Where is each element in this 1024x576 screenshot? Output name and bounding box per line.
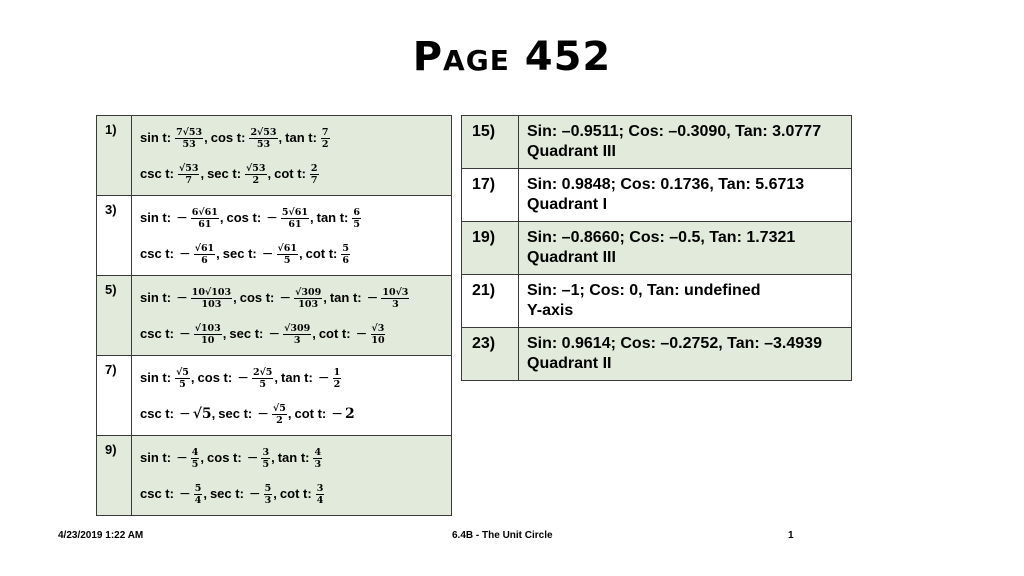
fraction-denominator: 2 [333, 378, 341, 390]
fraction-numerator: 5 [342, 242, 349, 254]
fraction-numerator: 3 [262, 446, 270, 458]
cos-label: cos t: [197, 370, 233, 385]
unit-circle-answers-table [461, 115, 852, 381]
separator: , [216, 246, 220, 261]
fraction-denominator: 2 [321, 138, 329, 150]
separator: , [200, 450, 205, 465]
sin-fraction [191, 447, 200, 470]
minus-sign: − [176, 290, 188, 306]
minus-sign: − [178, 486, 191, 502]
table-row [462, 275, 852, 328]
sec-label: sec t: [207, 166, 242, 181]
slide-title: Page 452 [412, 34, 612, 80]
cos-label: cos t: [239, 290, 275, 305]
cot-value [319, 323, 387, 346]
fraction-denominator: 3 [314, 458, 322, 470]
sec-value [218, 403, 294, 426]
fraction-numerator: √5 [272, 402, 286, 414]
sin-fraction [191, 207, 219, 230]
fraction-denominator: 10 [201, 334, 215, 346]
cot-label: cot t: [318, 326, 351, 341]
fraction-denominator: 5 [262, 458, 270, 470]
sin-value [140, 367, 198, 390]
trig-values-cell [132, 116, 452, 196]
tan-fraction [352, 207, 361, 230]
problem-number: 3) [97, 196, 132, 276]
fraction-denominator: 7 [185, 174, 193, 186]
cot-label: cot t: [279, 486, 312, 501]
trig-values-cell [132, 436, 452, 516]
minus-sign: − [248, 486, 261, 502]
cos-value [198, 367, 282, 390]
csc-value [140, 243, 223, 266]
reciprocal-functions-line [140, 317, 445, 351]
problem-number: 7) [97, 356, 132, 436]
separator: , [287, 406, 292, 421]
fraction-numerator: √53 [246, 162, 266, 174]
footer-title: 6.4B - The Unit Circle [452, 530, 553, 541]
csc-label: csc t: [140, 166, 174, 181]
fraction-numerator: 7√53 [176, 126, 203, 138]
minus-sign: − [268, 326, 281, 342]
fraction-numerator: 7 [321, 126, 329, 138]
cos-label: cos t: [210, 130, 246, 145]
fraction-denominator: 61 [288, 218, 302, 230]
cos-value [211, 127, 285, 150]
fraction-denominator: 3 [293, 334, 301, 346]
quadrant-text: Quadrant I [527, 196, 608, 213]
tan-label: tan t: [285, 130, 317, 145]
csc-fraction [194, 323, 222, 346]
cot-fraction [316, 483, 325, 506]
cos-value [240, 287, 330, 310]
tan-label: tan t: [281, 370, 313, 385]
separator: , [204, 130, 208, 145]
separator: , [219, 210, 224, 225]
csc-expression: √5 [192, 406, 212, 422]
tan-value [285, 127, 330, 150]
separator: , [233, 290, 237, 305]
problem-number: 5) [97, 276, 132, 356]
fraction-denominator: 61 [198, 218, 212, 230]
problem-number: 15) [462, 116, 519, 169]
fraction-denominator: 3 [264, 494, 272, 506]
minus-sign: − [366, 290, 379, 306]
cot-value [274, 163, 319, 186]
cot-label: cot t: [305, 246, 338, 261]
separator: , [323, 290, 327, 305]
cos-label: cos t: [226, 210, 262, 225]
trig-values-cell [132, 356, 452, 436]
fraction-denominator: 4 [194, 494, 202, 506]
csc-label: csc t: [140, 246, 174, 261]
fraction-numerator: √5 [176, 366, 189, 378]
problem-number: 1) [97, 116, 132, 196]
primary-functions-line [140, 361, 445, 395]
fraction-denominator: 6 [201, 254, 208, 266]
cot-label: cot t: [294, 406, 327, 421]
primary-functions-line [140, 201, 445, 235]
cos-label: cos t: [207, 450, 242, 465]
csc-fraction [178, 163, 199, 186]
table-row [97, 276, 452, 356]
separator: , [298, 246, 303, 261]
table-row [462, 222, 852, 275]
footer-date: 4/23/2019 1:22 AM [58, 530, 144, 541]
table-row [97, 356, 452, 436]
cos-fraction [261, 447, 270, 470]
separator: , [267, 166, 272, 181]
separator: , [200, 166, 205, 181]
reciprocal-functions-line [140, 237, 445, 271]
trig-values-text: Sin: –0.8660; Cos: –0.5, Tan: 1.7321 [527, 229, 796, 246]
separator: , [309, 210, 314, 225]
minus-sign: − [237, 370, 249, 386]
tan-value [330, 287, 411, 310]
fraction-denominator: 5 [283, 254, 291, 266]
fraction-numerator: 1 [333, 366, 341, 378]
tan-value [281, 367, 342, 390]
sec-label: sec t: [222, 246, 257, 261]
fraction-denominator: 103 [298, 298, 319, 310]
minus-sign: − [317, 370, 330, 386]
fraction-denominator: 5 [259, 378, 266, 390]
quadrant-text: Quadrant II [527, 355, 612, 372]
table-row [462, 116, 852, 169]
problem-number: 9) [97, 436, 132, 516]
fraction-denominator: 53 [182, 138, 196, 150]
minus-sign: − [178, 326, 191, 342]
minus-sign: − [246, 450, 259, 466]
fraction-denominator: 5 [353, 218, 361, 230]
reciprocal-functions-line [140, 477, 445, 511]
csc-label: csc t: [140, 406, 174, 421]
sin-fraction [175, 367, 190, 390]
fraction-numerator: √103 [194, 322, 221, 334]
separator: , [190, 370, 195, 385]
csc-fraction [194, 483, 203, 506]
cos-fraction [281, 207, 309, 230]
problem-number: 17) [462, 169, 519, 222]
minus-sign: − [331, 406, 343, 422]
sec-fraction [245, 163, 266, 186]
cos-fraction [249, 127, 277, 150]
csc-label: csc t: [140, 486, 174, 501]
sin-label: sin t: [140, 210, 172, 225]
separator: , [222, 326, 227, 341]
sec-fraction [283, 323, 311, 346]
minus-sign: − [279, 290, 292, 306]
sin-value [140, 287, 240, 310]
fraction-denominator: 3 [392, 298, 399, 310]
answer-cell [519, 275, 852, 328]
sin-label: sin t: [140, 130, 172, 145]
problem-number: 23) [462, 328, 519, 381]
sin-value [140, 447, 207, 470]
cot-value [294, 406, 354, 422]
fraction-denominator: 103 [201, 298, 222, 310]
trig-values-text: Sin: 0.9848; Cos: 0.1736, Tan: 5.6713 [527, 176, 805, 193]
fraction-numerator: 5√61 [281, 206, 308, 218]
trig-values-table [96, 115, 452, 516]
minus-sign: − [257, 406, 269, 422]
fraction-denominator: 53 [256, 138, 271, 150]
fraction-numerator: 4 [191, 446, 199, 458]
tan-label: tan t: [277, 450, 310, 465]
trig-values-text: Sin: 0.9614; Cos: –0.2752, Tan: –3.4939 [527, 335, 822, 352]
csc-fraction [194, 243, 215, 266]
separator: , [312, 326, 316, 341]
answer-cell [519, 116, 852, 169]
csc-value [140, 406, 218, 422]
sec-value [207, 163, 274, 186]
fraction-denominator: 6 [342, 254, 349, 266]
separator: , [278, 130, 283, 145]
separator: , [271, 450, 275, 465]
fraction-numerator: 2√5 [252, 366, 273, 378]
cot-fraction [341, 243, 350, 266]
minus-sign: − [261, 246, 274, 262]
cot-fraction [370, 323, 385, 346]
sec-value [210, 483, 280, 506]
cos-value [227, 207, 317, 230]
table-row [462, 169, 852, 222]
separator: , [211, 406, 216, 421]
csc-value [140, 163, 207, 186]
fraction-numerator: 4 [314, 446, 322, 458]
quadrant-text: Quadrant III [527, 249, 616, 266]
table-row [97, 116, 452, 196]
sin-fraction [175, 127, 203, 150]
trig-values-cell [132, 276, 452, 356]
answer-cell [519, 222, 852, 275]
sec-fraction [277, 243, 298, 266]
primary-functions-line [140, 281, 445, 315]
tan-label: tan t: [329, 290, 362, 305]
fraction-numerator: 6 [353, 206, 361, 218]
sin-label: sin t: [140, 370, 172, 385]
quadrant-text: Quadrant III [527, 143, 616, 160]
table-row [462, 328, 852, 381]
separator: , [273, 486, 277, 501]
fraction-denominator: 10 [371, 334, 385, 346]
sin-label: sin t: [140, 450, 172, 465]
sin-value [140, 127, 211, 150]
problem-number: 21) [462, 275, 519, 328]
minus-sign: − [176, 450, 188, 466]
quadrant-text: Y-axis [527, 302, 574, 319]
fraction-denominator: 4 [316, 494, 324, 506]
sec-label: sec t: [218, 406, 253, 421]
table-row [97, 196, 452, 276]
tan-fraction [313, 447, 322, 470]
reciprocal-functions-line [140, 397, 445, 431]
reciprocal-functions-line [140, 157, 445, 191]
minus-sign: − [178, 406, 191, 422]
sec-value [229, 323, 318, 346]
minus-sign: − [178, 246, 191, 262]
fraction-denominator: 7 [310, 174, 318, 186]
csc-value [140, 483, 210, 506]
csc-value [140, 323, 229, 346]
csc-label: csc t: [140, 326, 174, 341]
answer-cell [519, 169, 852, 222]
cos-fraction [294, 287, 322, 310]
trig-values-text: Sin: –0.9511; Cos: –0.3090, Tan: 3.0777 [527, 123, 822, 140]
fraction-numerator: √3 [371, 322, 385, 334]
sec-value [223, 243, 306, 266]
fraction-numerator: 6√61 [191, 206, 218, 218]
separator: , [274, 370, 279, 385]
tan-value [317, 207, 362, 230]
tan-fraction [333, 367, 342, 390]
fraction-numerator: 10√103 [191, 286, 232, 298]
tan-value [278, 447, 323, 470]
sec-label: sec t: [209, 486, 244, 501]
fraction-numerator: 2 [310, 162, 318, 174]
cot-value [306, 243, 351, 266]
sec-fraction [272, 403, 287, 426]
minus-sign: − [355, 326, 368, 342]
sin-value [140, 207, 227, 230]
trig-values-cell [132, 196, 452, 276]
fraction-numerator: 10√3 [382, 286, 409, 298]
cot-value [280, 483, 325, 506]
fraction-denominator: 5 [191, 458, 199, 470]
cos-value [207, 447, 278, 470]
fraction-denominator: 5 [179, 378, 186, 390]
fraction-numerator: √309 [295, 286, 322, 298]
trig-values-text: Sin: –1; Cos: 0, Tan: undefined [527, 282, 761, 299]
fraction-numerator: √61 [194, 242, 215, 254]
fraction-numerator: 5 [194, 482, 202, 494]
fraction-denominator: 2 [276, 414, 283, 426]
fraction-numerator: 3 [316, 482, 324, 494]
cot-label: cot t: [274, 166, 306, 181]
problem-number: 19) [462, 222, 519, 275]
fraction-numerator: √309 [284, 322, 311, 334]
fraction-numerator: 2√53 [250, 126, 277, 138]
minus-sign: − [176, 210, 188, 226]
answer-cell [519, 328, 852, 381]
table-row [97, 436, 452, 516]
cot-fraction [310, 163, 319, 186]
footer-page-number: 1 [788, 530, 794, 541]
fraction-numerator: √61 [277, 242, 297, 254]
minus-sign: − [266, 210, 278, 226]
cot-expression: 2 [344, 406, 355, 422]
tan-fraction [321, 127, 330, 150]
tan-fraction [381, 287, 409, 310]
fraction-numerator: √53 [178, 162, 199, 174]
fraction-denominator: 2 [252, 174, 260, 186]
sec-label: sec t: [229, 326, 264, 341]
sin-fraction [191, 287, 232, 310]
cos-fraction [252, 367, 273, 390]
fraction-numerator: 5 [264, 482, 272, 494]
sec-fraction [264, 483, 273, 506]
sin-label: sin t: [140, 290, 172, 305]
tan-label: tan t: [316, 210, 349, 225]
primary-functions-line [140, 441, 445, 475]
primary-functions-line [140, 121, 445, 155]
separator: , [203, 486, 207, 501]
